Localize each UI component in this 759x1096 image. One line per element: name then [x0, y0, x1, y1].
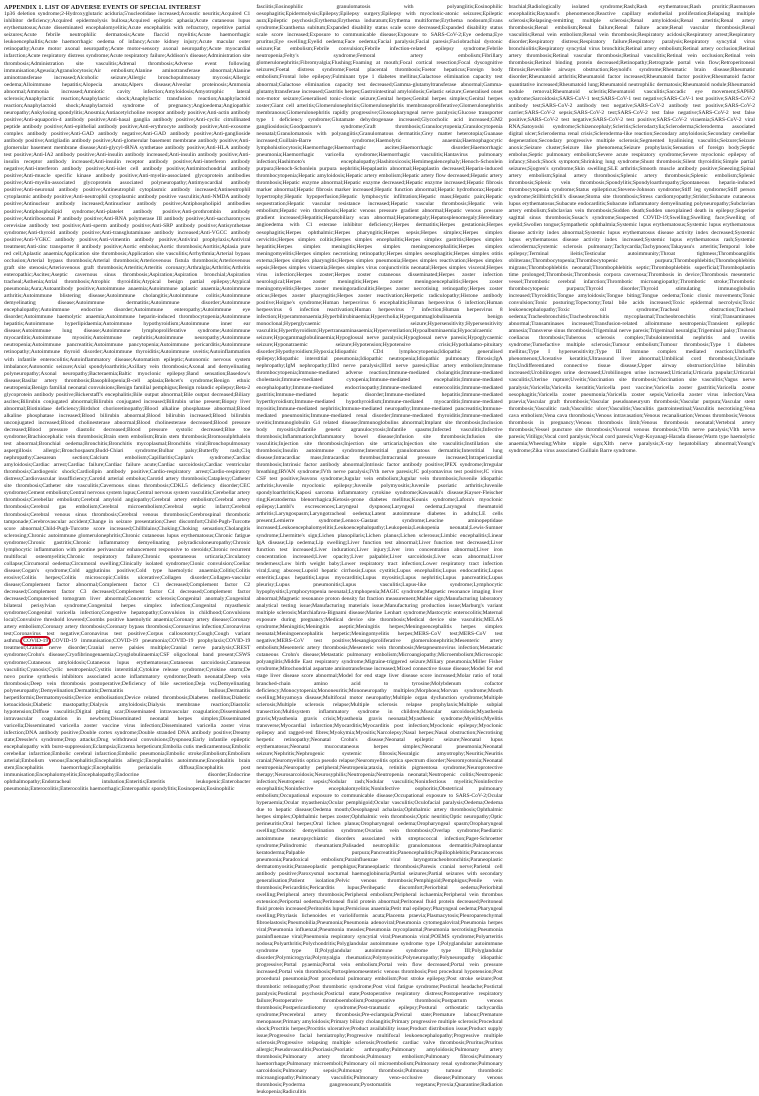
aesi-list-part-1	[4, 11, 250, 793]
appendix-title: APPENDIX 1. LIST OF ADVERSE EVENTS OF SPECIAL INTEREST	[4, 4, 201, 11]
aesi-list-text-1b: ;COVID-19 immunisation;COVID-19 pneumonia;COVID-19 prophylaxis;COVID-19 treatment;Cranial nerve disorder;Cranial nerve palsies multiple;Cranial nerve paralysis;CREST syndrome;Crohn's disease;Cryofibrinogenaemia;Cryoglobulinaemia;CSF oligoclonal band present;CSWS syndrome;Cutaneous amyloidosis;Cutaneous lupus erythematosus;Cutaneous sarcoidosis;Cutaneous vasculitis;Cyanosis;Cyclic neutropenia;Cystitis interstitial;Cytokine release syndrome;Cytokine storm;De novo purine synthesis inhibitors associated acute inflammatory syndrome;Death neonatal;Deep vein thrombosis;Deep vein thrombosis postoperative;Deficiency of bile secretion;Deja vu;Demyelinating polyneuropathy;Demyelination;Dermatitis;Dermatitis bullous;Dermatitis herpetiformis;Dermatomyositis;Device embolisation;Device related thrombosis;Diabetes mellitus;Diabetic ketoacidosis;Diabetic mastopathy;Dialysis amyloidosis;Dialysis membrane reaction;Diastolic hypotension;Diffuse vasculitis;Digital pitting scar;Disseminated intravascular coagulation;Disseminated intravascular coagulation in newborn;Disseminated neonatal herpes simplex;Disseminated varicella;Disseminated varicella zoster vaccine virus infection;Disseminated varicella zoster virus infection;DNA antibody positive;Double cortex syndrome;Double stranded DNA antibody positive;Dreamy state;Dressler's syndrome;Drop attacks;Drug withdrawal convulsions;Dyspnoea;Early infantile epileptic encephalopathy with burst-suppression;Eclampsia;Eczema herpeticum;Embolia cutis medicamentosa;Embolic cerebellar infarction;Embolic cerebral infarction;Embolic pneumonia;Embolic stroke;Embolism;Embolism arterial;Embolism venous;Encephalitis;Encephalitis allergic;Encephalitis autoimmune;Encephalitis brain stem;Encephalitis haemorrhagic;Encephalitis periaxialis diffusa;Encephalitis post immunisation;Encephalomyelitis;Encephalopathy;Endocrine disorder;Endocrine ophthalmopathy;Endotracheal intubation;Enteritis;Enteritis leukopenic;Enterobacter pneumonia;Enterocolitis;Enterocolitis haemorrhagic;Enteropathic spondylitis;Eosinopenia;Eosinophilic	[4, 638, 251, 793]
aesi-list-part-2: fasciitis;Eosinophilic granulomatosis with polyangiitis;Eosinophilic oesophagitis;Epidermolysis;Epilepsy;Epilepsy surgery;Epilepsy with myoclonic-atonic seizures;Epileptic aura;Epileptic psychosis;Erythema;Erythema induratum;Erythema multiforme;Erythema nodosum;Evans syndrome;Exanthema subitum;Expanded disability status scale score decreased;Expanded disability status scale score increased;Exposure to communicable disease;Exposure to SARS-CoV-2;Eye oedema;Eye pruritus;Eye swelling;Eyelid oedema;Face oedema;Facial paralysis;Facial paresis;Faciobrachial dystonic seizure;Fat embolism;Febrile convulsion;Febrile infection-related epilepsy syndrome;Febrile neutropenia;Felty's syndrome;Femoral artery embolism;Fibrillary glomerulonephritis;Fibromyalgia;Flushing;Foaming at mouth;Focal cortical resection;Focal dyscognitive seizures;Foetal distress syndrome;Foetal placental thrombosis;Foetor hepaticus;Foreign body embolism;Frontal lobe epilepsy;Fulminant type 1 diabetes mellitus;Galactose elimination capacity test abnormal;Galactose elimination capacity test decreased;Gamma-glutamyltransferase abnormal;Gamma-glutamyltransferase increased;Gastritis herpes;Gastrointestinal amyloidosis;Gelastic seizure;Generalised onset non-motor seizure;Generalised tonic-clonic seizure;Genital herpes;Genital herpes simplex;Genital herpes zoster;Giant cell arteritis;Glomerulonephritis;Glomerulonephritis membranoproliferative;Glomerulonephritis membranous;Glomerulonephritis rapidly progressive;Glossopharyngeal nerve paralysis;Glucose transporter type 1 deficiency syndrome;Glutamate dehydrogenase increased;Glycocholic acid increased;GM2 gangliosidosis;Goodpasture's syndrome;Graft thrombosis;Granulocytopenia;Granulocytopenia neonatal;Granulomatosis with polyangiitis;Granulomatous dermatitis;Grey matter heterotopia;Guanase increased;Guillain-Barre syndrome;Haemolytic anaemia;Haemophagocytic lymphohistiocytosis;Haemorrhage;Haemorrhagic ascites;Haemorrhagic disorder;Haemorrhagic pneumonia;Haemorrhagic varicella syndrome;Haemorrhagic vasculitis;Hantavirus pulmonary infection;Hashimoto's encephalopathy;Hashitoxicosis;Hemimegalencephaly;Henoch-Schonlein purpura;Henoch-Schonlein purpura nephritis;Hepaplastin abnormal;Hepaplastin decreased;Heparin-induced thrombocytopenia;Hepatic amyloidosis;Hepatic artery embolism;Hepatic artery flow decreased;Hepatic artery thrombosis;Hepatic enzyme abnormal;Hepatic enzyme decreased;Hepatic enzyme increased;Hepatic fibrosis marker abnormal;Hepatic fibrosis marker increased;Hepatic function abnormal;Hepatic hydrothorax;Hepatic hypertrophy;Hepatic hypoperfusion;Hepatic lymphocytic infiltration;Hepatic mass;Hepatic pain;Hepatic sequestration;Hepatic vascular resistance increased;Hepatic vascular thrombosis;Hepatic vein embolism;Hepatic vein thrombosis;Hepatic venous pressure gradient abnormal;Hepatic venous pressure gradient increased;Hepatitis;Hepatobiliary scan abnormal;Hepatomegaly;Hepatosplenomegaly;Hereditary angioedema with C1 esterase inhibitor deficiency;Herpes dermatitis;Herpes gestationis;Herpes oesophagitis;Herpes ophthalmic;Herpes pharyngitis;Herpes sepsis;Herpes simplex;Herpes simplex cervicitis;Herpes simplex colitis;Herpes simplex encephalitis;Herpes simplex gastritis;Herpes simplex hepatitis;Herpes simplex meningitis;Herpes simplex meningoencephalitis;Herpes simplex meningomyelitis;Herpes simplex necrotising retinopathy;Herpes simplex oesophagitis;Herpes simplex otitis externa;Herpes simplex pharyngitis;Herpes simplex pneumonia;Herpes simplex reactivation;Herpes simplex sepsis;Herpes simplex viraemia;Herpes simplex virus conjunctivitis neonatal;Herpes simplex visceral;Herpes virus infection;Herpes zoster;Herpes zoster cutaneous disseminated;Herpes zoster infection neurological;Herpes zoster meningitis;Herpes zoster meningoencephalitis;Herpes zoster meningomyelitis;Herpes zoster meningoradiculitis;Herpes zoster necrotising retinopathy;Herpes zoster oticus;Herpes zoster pharyngitis;Herpes zoster reactivation;Herpetic radiculopathy;Histone antibody positive;Hoigne's syndrome;Human herpesvirus 6 encephalitis;Human herpesvirus 6 infection;Human herpesvirus 6 infection reactivation;Human herpesvirus 7 infection;Human herpesvirus 8 infection;Hyperammonaemia;Hyperbilirubinaemia;Hypercholia;Hypergammaglobulinaemia benign monoclonal;Hyperglycaemic seizure;Hypersensitivity;Hypersensitivity vasculitis;Hyperthyroidism;Hypertransaminasaemia;Hyperventilation;Hypoalbuminaemia;Hypocalcaemic seizure;Hypogammaglobulinaemia;Hypoglossal nerve paralysis;Hypoglossal nerve paresis;Hypoglycaemic seizure;Hyponatraemic seizure;Hypotension;Hypotensive crisis;Hypothalamo-pituitary disorder;Hypothyroidism;Hypoxia;Idiopathic CD4 lymphocytopenia;Idiopathic generalised epilepsy;Idiopathic interstitial pneumonia;Idiopathic neutropenia;Idiopathic pulmonary fibrosis;IgA nephropathy;IgM nephropathy;IIIrd nerve paralysis;IIIrd nerve paresis;Iliac artery embolism;Immune thrombocytopenia;Immune-mediated adverse reaction;Immune-mediated cholangitis;Immune-mediated cholestasis;Immune-mediated cytopenia;Immune-mediated encephalitis;Immune-mediated encephalopathy;Immune-mediated endocrinopathy;Immune-mediated enterocolitis;Immune-mediated gastritis;Immune-mediated hepatic disorder;Immune-mediated hepatitis;Immune-mediated hyperthyroidism;Immune-mediated hypothyroidism;Immune-mediated myocarditis;Immune-mediated myositis;Immune-mediated nephritis;Immune-mediated neuropathy;Immune-mediated pancreatitis;Immune-mediated pneumonitis;Immune-mediated renal disorder;Immune-mediated thyroiditis;Immune-mediated uveitis;Immunoglobulin G4 related disease;Immunoglobulins abnormal;Implant site thrombosis;Inclusion body myositis;Infantile genetic agranulocytosis;Infantile spasms;Infected vasculitis;Infective thrombosis;Inflammation;Inflammatory bowel disease;Infusion site thrombosis;Infusion site vasculitis;Injection site thrombosis;Injection site urticaria;Injection site vasculitis;Instillation site thrombosis;Insulin autoimmune syndrome;Interstitial granulomatous dermatitis;Interstitial lung disease;Intracardiac mass;Intracardiac thrombus;Intracranial pressure increased;Intrapericardial thrombosis;Intrinsic factor antibody abnormal;Intrinsic factor antibody positive;IPEX syndrome;Irregular breathing;IRVAN syndrome;IVth nerve paralysis;IVth nerve paresis;JC polyomavirus test positive;JC virus CSF test positive;Jeavons syndrome;Jugular vein embolism;Jugular vein thrombosis;Juvenile idiopathic arthritis;Juvenile myoclonic epilepsy;Juvenile polymyositis;Juvenile psoriatic arthritis;Juvenile spondyloarthritis;Kaposi sarcoma inflammatory cytokine syndrome;Kawasaki's disease;Kayser-Fleischer ring;Keratoderma blenorrhagica;Ketosis-prone diabetes mellitus;Kounis syndrome;Lafora's myoclonic epilepsy;Lambl's excrescences;Laryngeal dyspnoea;Laryngeal oedema;Laryngeal rheumatoid arthritis;Laryngospasm;Laryngotracheal oedema;Latent autoimmune diabetes in adults;LE cells present;Lemierre syndrome;Lennox-Gastaut syndrome;Leucine aminopeptidase increased;Leukoencephalomyelitis;Leukoencephalopathy;Leukopenia;Leukopenia neonatal;Lewis-Sumner syndrome;Lhermitte's sign;Lichen planopilaris;Lichen planus;Lichen sclerosus;Limbic encephalitis;Linear IgA disease;Lip oedema;Lip swelling;Liver function test abnormal;Liver function test decreased;Liver function test increased;Liver induration;Liver injury;Liver iron concentration abnormal;Liver iron concentration increased;Liver opacity;Liver palpable;Liver sarcoidosis;Liver scan abnormal;Liver tenderness;Low birth weight baby;Lower respiratory tract infection;Lower respiratory tract infection viral;Lung abscess;Lupoid hepatic cirrhosis;Lupus cystitis;Lupus encephalitis;Lupus endocarditis;Lupus enteritis;Lupus hepatitis;Lupus myocarditis;Lupus myositis;Lupus nephritis;Lupus pancreatitis;Lupus pleurisy;Lupus pneumonitis;Lupus vasculitis;Lupus-like syndrome;Lymphocytic hypophysitis;Lymphocytopenia neonatal;Lymphopenia;MAGIC syndrome;Magnetic resonance imaging liver abnormal;Magnetic resonance proton density fat fraction measurement;Mahler sign;Manufacturing laboratory analytical testing issue;Manufacturing materials issue;Manufacturing production issue;Marburg's variant multiple sclerosis;Marchiafava-Bignami disease;Marine Lenhart syndrome;Mastocytic enterocolitis;Maternal exposure during pregnancy;Medical device site thrombosis;Medical device site vasculitis;MELAS syndrome;Meningitis;Meningitis aseptic;Meningitis herpes;Meningoencephalitis herpes simplex neonatal;Meningoencephalitis herpetic;Meningomyelitis herpes;MERS-CoV test;MERS-CoV test negative;MERS-CoV test positive;Mesangioproliferative glomerulonephritis;Mesenteric artery embolism;Mesenteric artery thrombosis;Mesenteric vein thrombosis;Metapneumovirus infection;Metastatic cutaneous Crohn's disease;Metastatic pulmonary embolism;Microangiopathy;Microembolism;Microscopic polyangiitis;Middle East respiratory syndrome;Migraine-triggered seizure;Miliary pneumonia;Miller Fisher syndrome;Mitochondrial aspartate aminotransferase increased;Mixed connective tissue disease;Model for end stage liver disease score abnormal;Model for end stage liver disease score increased;Molar ratio of total branched-chain amino acid to tyrosine;Molybdenum cofactor deficiency;Monocytopenia;Mononeuritis;Mononeuropathy multiplex;Morphoea;Morvan syndrome;Mouth swelling;Moyamoya disease;Multifocal motor neuropathy;Multiple organ dysfunction syndrome;Multiple sclerosis;Multiple sclerosis relapse;Multiple sclerosis relapse prophylaxis;Multiple subpial transection;Multisystem inflammatory syndrome in children;Muscular sarcoidosis;Myasthenia gravis;Myasthenia gravis crisis;Myasthenia gravis neonatal;Myasthenic syndrome;Myelitis;Myelitis transverse;Myocardial infarction;Myocarditis;Myocarditis post infection;Myoclonic epilepsy;Myoclonic epilepsy and ragged-red fibres;Myokymia;Myositis;Narcolepsy;Nasal herpes;Nasal obstruction;Necrotising herpetic retinopathy;Neonatal Crohn's disease;Neonatal epileptic seizure;Neonatal lupus erythematosus;Neonatal mucocutaneous herpes simplex;Neonatal pneumonia;Neonatal seizure;Nephritis;Nephrogenic systemic fibrosis;Neuralgic amyotrophy;Neuritis;Neuritis cranial;Neuromyelitis optica pseudo relapse;Neuromyelitis optica spectrum disorder;Neuromyotonia;Neonatal neutropenia;Neuropathy peripheral;Neutropenia;ataxia, retinitis pigmentosa syndrome;Neuroprotective therapy;Neurosarcoidosis;Neurosyphilis;Neutropenia;Neutropenia neonatal;Neutropenic colitis;Neutropenic infection;Neutropenic sepsis;Nodular rash;Nodular vasculitis;Noninfectious myelitis;Noninfective encephalitis;Noninfective encephalomyelitis;Noninfective oophoritis;Obstetrical pulmonary embolism;Occupational exposure to communicable disease;Occupational exposure to SARS-CoV-2;Ocular hyperaemia;Ocular myasthenia;Ocular pemphigoid;Ocular vasculitis;Oculofacial paralysis;Oedema;Oedema due to hepatic disease;Oedema mouth;Oesophageal achalasia;Ophthalmic artery thrombosis;Ophthalmic herpes simplex;Ophthalmic herpes zoster;Ophthalmic vein thrombosis;Optic neuritis;Optic neuropathy;Optic perineuritis;Oral herpes;Oral lichen planus;Oropharyngeal oedema;Oropharyngeal spasm;Oropharyngeal swelling;Osmotic demyelination syndrome;Ovarian vein thrombosis;Overlap syndrome;Paediatric autoimmune neuropsychiatric disorders associated with streptococcal infection;Paget-Schroetter syndrome;Palindromic rheumatism;Palisaded neutrophilic granulomatous dermatitis;Palmoplantar keratoderma;Palpable purpura;Pancreatitis;Panencephalitis;Papillophlebitis;Paracancerous pneumonia;Paradoxical embolism;Parainfluenzae viral laryngotracheobronchitis;Paraneoplastic dermatomyositis;Paraneoplastic pemphigus;Paraneoplastic thrombosis;Paresis cranial nerve;Parietal cell antibody positive;Paroxysmal nocturnal haemoglobinuria;Partial seizures;Partial seizures with secondary generalisation;Patient isolation;Pelvic venous thrombosis;Pemphigoid;Pemphigus;Penile vein thrombosis;Pericarditis;Pericarditis lupus;Perihepatic discomfort;Periorbital oedema;Periorbital swelling;Peripheral artery thrombosis;Peripheral embolism;Peripheral ischaemia;Peripheral vein thrombus extension;Periportal oedema;Peritoneal fluid protein abnormal;Peritoneal fluid protein decreased;Peritoneal fluid protein increased;Peritonitis lupus;Pernicious anaemia;Petit mal epilepsy;Pharyngeal oedema;Pharyngeal swelling;Pityriasis lichenoides et varioliformis acuta;Placenta praevia;Plasmacytosis;Pleuroparenchymal fibroelastosis;Pneumobilia;Pneumonia;Pneumonia adenoviral;Pneumonia cytomegaloviral;Pneumonia herpes viral;Pneumonia influenzal;Pneumonia measles;Pneumonia mycoplasmal;Pneumonia necrotising;Pneumonia parainfluenzae viral;Pneumonia respiratory syncytial viral;Pneumonia viral;POEMS syndrome;Polyarteritis nodosa;Polyarthritis;Polychondritis;Polyglandular autoimmune syndrome type I;Polyglandular autoimmune syndrome type II;Polyglandular autoimmune syndrome type III;Polyglandular disorder;Polymicrogyria;Polymyalgia rheumatica;Polymyositis;Polyneuropathy;Polyneuropathy idiopathic progressive;Portal pyaemia;Portal vein embolism;Portal vein flow decreased;Portal vein pressure increased;Portal vein thrombosis;Portosplenomesenteric venous thrombosis;Post procedural hypotension;Post procedural pneumonia;Post procedural pulmonary embolism;Post stroke epilepsy;Post stroke seizure;Post thrombotic retinopathy;Post thrombotic syndrome;Post viral fatigue syndrome;Postictal headache;Postictal paralysis;Postictal psychosis;Postictal state;Postoperative respiratory distress;Postoperative respiratory failure;Postoperative thromboembolism;Postoperative thrombosis;Postpartum venous thrombosis;Postpericardiotomy syndrome;Post-traumatic epilepsy;Postural orthostatic tachycardia syndrome;Precerebral artery thrombosis;Pre-eclampsia;Preictal state;Premature labour;Premature menopause;Primary amyloidosis;Primary biliary cholangitis;Primary progressive multiple sclerosis;Procedural shock;Proctitis herpes;Proctitis ulcerative;Product availability issue;Product distribution issue;Product supply issue;Progressive facial hemiatrophy;Progressive multifocal leukoencephalopathy;Progressive multiple sclerosis;Progressive relapsing multiple sclerosis;Prosthetic cardiac valve thrombosis;Pruritus;Pruritus allergic;Pseudovasculitis;Psoriasis;Psoriatic arthropathy;Pulmonary amyloidosis;Pulmonary artery thrombosis;Pulmonary artery thrombosis;Pulmonary embolism;Pulmonary fibrosis;Pulmonary haemorrhage;Pulmonary microemboli;Pulmonary oil microembolism;Pulmonary renal syndrome;Pulmonary sarcoidosis;Pulmonary sepsis;Pulmonary thrombosis;Pulmonary tumour thrombotic microangiopathy;Pulmonary vasculitis;Pulmonary veno-occlusive disease;Pulmonary venous thrombosis;Pyoderma gangrenosum;Pyostomatitis vegetans;Pyrexia;Quarantine;Radiation leukopenia;Radiculitis	[256, 4, 503, 1096]
aesi-list-part-3: brachial;Radiologically isolated syndrome;Rash;Rash erythematous;Rash pruritic;Rasmussen encephalitis;Raynaud's phenomenon;Reactive capillary endothelial proliferation;Relapsing multiple sclerosis;Relapsing-remitting multiple sclerosis;Renal amyloidosis;Renal arteritis;Renal artery thrombosis;Renal embolism;Renal failure;Renal failure acute;Renal vascular thrombosis;Renal vasculitis;Renal vein embolism;Renal vein thrombosis;Respiratory acidosis;Respiratory arrest;Respiratory disorder;Respiratory distress;Respiratory failure;Respiratory paralysis;Respiratory syncytial virus bronchiolitis;Respiratory syncytial virus bronchitis;Retinal artery embolism;Retinal artery occlusion;Retinal artery thrombosis;Retinal vascular thrombosis;Retinal vasculitis;Retinal vein occlusion;Retinal vein thrombosis;Retinol binding protein decreased;Retinopathy;Retrograde portal vein flow;Retroperitoneal fibrosis;Reversible airways obstruction;Reynold's syndrome;Rheumatic brain disease;Rheumatic disorder;Rheumatoid arthritis;Rheumatoid factor increased;Rheumatoid factor positive;Rheumatoid factor quantitative increased;Rheumatoid lung;Rheumatoid neutrophilic dermatosis;Rheumatoid nodule;Rheumatoid nodule removal;Rheumatoid scleritis;Rheumatoid vasculitis;Saccadic eye movement;SAPHO syndrome;Sarcoidosis;SARS-CoV-1 test;SARS-CoV-1 test negative;SARS-CoV-1 test positive;SARS-CoV-2 antibody test;SARS-CoV-2 antibody test negative;SARS-CoV-2 antibody test positive;SARS-CoV-2 carrier;SARS-CoV-2 sepsis;SARS-CoV-2 test;SARS-CoV-2 test false negative;SARS-CoV-2 test false positive;SARS-CoV-2 test negative;SARS-CoV-2 test positive;SARS-CoV-2 viraemia;SARS-CoV-2 viral RNA;Satoyoshi syndrome;Schizencephaly;Scleritis;Sclerodactylia;Scleroderma;Scleroderma associated digital ulcer;Scleroderma renal crisis;Scleroderma-like reaction;Secondary amyloidosis;Secondary cerebellar degeneration;Secondary progressive multiple sclerosis;Segmented hyalinising vasculitis;Seizure;Seizure anoxic;Seizure cluster;Seizure like phenomena;Seizure prophylaxis;Sensation of foreign body;Septic embolus;Septic pulmonary embolism;Severe acute respiratory syndrome;Severe myoclonic epilepsy of infancy;Shock;Shock symptom;Shrinking lung syndrome;Shunt thrombosis;Silent thyroiditis;Simple partial seizures;Sjogren's syndrome;Skin swelling;SLE arthritis;Smooth muscle antibody positive;Sneezing;Spinal artery embolism;Spinal artery thrombosis;Splenic artery thrombosis;Splenic embolism;Splenic thrombosis;Splenic vein thrombosis;Spondylitis;Spondyloarthropathy;Spontaneous heparin-induced thrombocytopenia syndrome;Status epilepticus;Stevens-Johnson syndrome;Stiff leg syndrome;Stiff person syndrome;Stillbirth;Still's disease;Stoma site thrombosis;Stress cardiomyopathy;Stridor;Subacute cutaneous lupus erythematosus;Subacute endocarditis;Subacute inflammatory demyelinating polyneuropathy;Subclavian artery embolism;Subclavian vein thrombosis;Sudden death;Sudden unexplained death in epilepsy;Superior sagittal sinus thrombosis;Susac's syndrome;Suspected COVID-19;Swelling;Swelling face;Swelling of eyelid;Swollen tongue;Sympathetic ophthalmia;Systemic lupus erythematosus;Systemic lupus erythematosus disease activity index abnormal;Systemic lupus erythematosus disease activity index decreased;Systemic lupus erythematosus disease activity index increased;Systemic lupus erythematosus rash;Systemic scleroderma;Systemic sclerosis pulmonary;Tachycardia;Tachypnoea;Takayasu's arteritis;Temporal lobe epilepsy;Terminal ileitis;Testicular autoimmunity;Throat tightness;Thromboangiitis obliterans;Thrombocytopenia;Thrombocytopenic purpura;Thrombophlebitis;Thrombophlebitis migrans;Thrombophlebitis neonatal;Thrombophlebitis septic;Thrombophlebitis superficial;Thromboplastin time prolonged;Thrombosis;Thrombosis corpora cavernosa;Thrombosis in device;Thrombosis mesenteric vessel;Thrombotic cerebral infarction;Thrombotic microangiopathy;Thrombotic stroke;Thrombotic thrombocytopenic purpura;Thyroid disorder;Thyroid stimulating immunoglobulin increased;Thyroiditis;Tongue amyloidosis;Tongue biting;Tongue oedema;Tonic clonic movements;Tonic convulsion;Tonic posturing;Topectomy;Total bile acids increased;Toxic epidermal necrolysis;Toxic leukoencephalopathy;Toxic oil syndrome;Tracheal obstruction;Tracheal oedema;Tracheobronchitis;Tracheobronchitis mycoplasmal;Tracheobronchitis viral;Transaminases abnormal;Transaminases increased;Transfusion-related alloimmune neutropenia;Transient epileptic amnesia;Transverse sinus thrombosis;Trigeminal nerve paresis;Trigeminal neuralgia;Trigeminal palsy;Truncus coeliacus thrombosis;Tuberous sclerosis complex;Tubulointerstitial nephritis and uveitis syndrome;Tumefactive multiple sclerosis;Tumour embolism;Tumour thrombosis;Type 1 diabetes mellitus;Type I hypersensitivity;Type III immune complex mediated reaction;Uhthoff's phenomenon;Ulcerative keratitis;Ultrasound liver abnormal;Umbilical cord thrombosis;Uncinate fits;Undifferentiated connective tissue disease;Upper airway obstruction;Urine bilirubin increased;Urobilinogen urine decreased;Urobilinogen urine increased;Urticaria;Urticaria papular;Urticarial vasculitis;Uterine rupture;Uveitis;Vaccination site thrombosis;Vaccination site vasculitis;Vagus nerve paralysis;Varicella;Varicella keratitis;Varicella post vaccine;Varicella zoster gastritis;Varicella zoster oesophagitis;Varicella zoster pneumonia;Varicella zoster sepsis;Varicella zoster virus infection;Vasa praevia;Vascular graft thrombosis;Vascular pseudoaneurysm thrombosis;Vascular purpura;Vascular stent thrombosis;Vasculitic rash;Vasculitic ulcer;Vasculitis;Vasculitis gastrointestinal;Vasculitis necrotising;Vena cava embolism;Vena cava thrombosis;Venous intravasation;Venous recanalisation;Venous thrombosis;Venous thrombosis in pregnancy;Venous thrombosis limb;Venous thrombosis neonatal;Vertebral artery thrombosis;Vessel puncture site thrombosis;Visceral venous thrombosis;VIth nerve paralysis;VIth nerve paresis;Vitiligo;Vocal cord paralysis;Vocal cord paresis;Vogt-Koyanagi-Harada disease;Warm type haemolytic anaemia;Wheezing;White nipple sign;XIth nerve paralysis;X-ray hepatobiliary abnormal;Young's syndrome;Zika virus associated Guillain Barre syndrome.	[508, 4, 755, 454]
highlighted-term-covid-19: COVID-19	[20, 636, 51, 646]
aesi-list-text-1: 1p36 deletion syndrome;2-Hydroxyglutaric aciduria;5'nucleotidase increased;Acoustic neuritis;Acquired C1 inhibitor deficiency;Acquired epidermolysis bullosa;Acquired epileptic aphasia;Acute cutaneous lupus erythematosus;Acute disseminated encephalomyelitis;Acute encephalitis with refractory, repetitive partial seizures;Acute febrile neutrophilic dermatosis;Acute flaccid myelitis;Acute haemorrhagic leukoencephalitis;Acute haemorrhagic oedema of infancy;Acute kidney injury;Acute macular outer retinopathy;Acute motor axonal neuropathy;Acute motor-sensory axonal neuropathy;Acute myocardial infarction;Acute respiratory distress syndrome;Acute respiratory failure;Addison's disease;Administration site thrombosis;Administration site vasculitis;Adrenal thrombosis;Adverse event following immunisation;Ageusia;Agranulocytosis;Air embolism;Alanine aminotransferase abnormal;Alanine aminotransferase increased;Alcoholic seizure;Allergic bronchopulmonary mycosis;Allergic oedema;Alloimmune hepatitis;Alopecia areata;Alpers disease;Alveolar proteinosis;Ammonia abnormal;Ammonia increased;Amniotic cavity infection;Amyloidosis;Amyotrophic lateral sclerosis;Anaphylactic reaction;Anaphylactic shock;Anaphylactic transfusion reaction;Anaphylactoid reaction;Anaphylactoid shock;Anaphylactoid syndrome of pregnancy;Angioedema;Angiopathic neuropathy;Ankylosing spondylitis;Anosmia;Antiacetylcholine receptor antibody positive;Anti-actin antibody positive;Anti-aquaporin-4 antibody positive;Anti-basal ganglia antibody positive;Anti-cyclic citrullinated peptide antibody positive;Anti-epithelial antibody positive;Anti-erythrocyte antibody positive;Anti-exosome complex antibody positive;Anti-GAD antibody negative;Anti-GAD antibody positive;Anti-ganglioside antibody positive;Antigliadin antibody positive;Anti-glomerular basement membrane antibody positive;Anti-glomerular basement membrane disease;Anti-glycyl-tRNA synthetase antibody positive;Anti-HLA antibody test positive;Anti-IA2 antibody positive;Anti-insulin antibody increased;Anti-insulin antibody positive;Anti-insulin receptor antibody increased;Anti-insulin receptor antibody positive;Anti-interferon antibody negative;Anti-interferon antibody positive;Anti-islet cell antibody positive;Antimitochondrial antibody positive;Anti-muscle specific kinase antibody positive;Anti-myelin-associated glycoprotein antibodies positive;Anti-myelin-associated glycoprotein associated polyneuropathy;Antimyocardial antibody positive;Anti-neuronal antibody positive;Antineutrophil cytoplasmic antibody increased;Antineutrophil cytoplasmic antibody positive;Anti-neutrophil cytoplasmic antibody positive vasculitis;Anti-NMDA antibody positive;Antinuclear antibody increased;Antinuclear antibody positive;Antiphospholipid antibodies positive;Antiphospholipid syndrome;Anti-platelet antibody positive;Anti-prothrombin antibody positive;Antiribosomal P antibody positive;Anti-RNA polymerase III antibody positive;Anti-saccharomyces cerevisiae antibody test positive;Anti-sperm antibody positive;Anti-SRP antibody positive;Antisynthetase syndrome;Anti-thyroid antibody positive;Anti-transglutaminase antibody increased;Anti-VGCC antibody positive;Anti-VGKC antibody positive;Anti-vimentin antibody positive;Antiviral prophylaxis;Antiviral treatment;Anti-zinc transporter 8 antibody positive;Aortic embolus;Aortic thrombosis;Aortitis;Aplasia pure red cell;Aplastic anaemia;Application site thrombosis;Application site vasculitis;Arrhythmia;Arterial bypass occlusion;Arterial bypass thrombosis;Arterial thrombosis;Arteriovenous fistula thrombosis;Arteriovenous graft site stenosis;Arteriovenous graft thrombosis;Arteritis;Arteritis coronary;Arthralgia;Arthritis;Arthritis enteropathic;Ascites;Aseptic cavernous sinus thrombosis;Aspiration;Aspiration bronchial;Aspiration tracheal;Asthenia;Atrial thrombosis;Atrophic thyroiditis;Atypical benign partial epilepsy;Atypical pneumonia;Aura;Autoantibody positive;Autoimmune anaemia;Autoimmune aplastic anaemia;Autoimmune arthritis;Autoimmune blistering disease;Autoimmune cholangitis;Autoimmune colitis;Autoimmune demyelinating disease;Autoimmune dermatitis;Autoimmune disorder;Autoimmune encephalopathy;Autoimmune endocrine disorder;Autoimmune enteropathy;Autoimmune eye disorder;Autoimmune haemolytic anaemia;Autoimmune heparin-induced thrombocytopenia;Autoimmune hepatitis;Autoimmune hyperlipidaemia;Autoimmune hypothyroidism;Autoimmune inner ear disease;Autoimmune lung disease;Autoimmune lymphoproliferative syndrome;Autoimmune myocarditis;Autoimmune myositis;Autoimmune nephritis;Autoimmune neuropathy;Autoimmune neutropenia;Autoimmune pancreatitis;Autoimmune pancytopenia;Autoimmune pericarditis;Autoimmune retinopathy;Autoimmune thyroid disorder;Autoimmune thyroiditis;Autoimmune uveitis;Autoinflammation with infantile enterocolitis;Autoinflammatory disease;Automatism epileptic;Autonomic nervous system imbalance;Autonomic seizure;Axial spondyloarthritis;Axillary vein thrombosis;Axonal and demyelinating polyneuropathy;Axonal neuropathy;Bacteraemia;Baltic myoclonic epilepsy;Band sensation;Basedow's disease;Basilar artery thrombosis;Basophilopenia;B-cell aplasia;Behcet's syndrome;Benign ethnic neutropenia;Benign familial neonatal convulsions;Benign familial pemphigus;Benign rolandic epilepsy;Beta-2 glycoprotein antibody positive;Bickerstaff's encephalitis;Bile output abnormal;Bile output decreased;Biliary ascites;Bilirubin conjugated abnormal;Bilirubin conjugated increased;Bilirubin urine present;Biopsy liver abnormal;Biotinidase deficiency;Birdshot chorioretinopathy;Blood alkaline phosphatase abnormal;Blood alkaline phosphatase increased;Blood bilirubin abnormal;Blood bilirubin increased;Blood bilirubin unconjugated increased;Blood cholinesterase abnormal;Blood cholinesterase decreased;Blood pressure decreased;Blood pressure diastolic decreased;Blood pressure systolic decreased;Blue toe syndrome;Brachiocephalic vein thrombosis;Brain stem embolism;Brain stem thrombosis;Bromosulphthalein test abnormal;Bronchial oedema;Bronchitis;Bronchitis mycoplasmal;Bronchitis viral;Bronchopulmonary aspergillosis allergic;Bronchospasm;Budd-Chiari syndrome;Bulbar palsy;Butterfly rash;C1q nephropathy;Caesarean section;Calcium embolism;Capillaritis;Caplan's syndrome;Cardiac amyloidosis;Cardiac arrest;Cardiac failure;Cardiac failure acute;Cardiac sarcoidosis;Cardiac ventricular thrombosis;Cardiogenic shock;Cardiolipin antibody positive;Cardio-respiratory arrest;Cardio-respiratory distress;Cardiovascular insufficiency;Carotid arterial embolus;Carotid artery thrombosis;Cataplexy;Catheter site thrombosis;Catheter site vasculitis;Cavernous sinus thrombosis;CDKL5 deficiency disorder;CEC syndrome;Cement embolism;Central nervous system lupus;Central nervous system vasculitis;Cerebellar artery thrombosis;Cerebellar embolism;Cerebral amyloid angiopathy;Cerebral artery embolism;Cerebral artery thrombosis;Cerebral gas embolism;Cerebral microembolism;Cerebral septic infarct;Cerebral thrombosis;Cerebral venous sinus thrombosis;Cerebral venous thrombosis;Cerebrospinal thrombotic tamponade;Cerebrovascular accident;Change in seizure presentation;Chest discomfort;Child-Pugh-Turcotte score abnormal;Child-Pugh-Turcotte score increased;Chillblains;Choking;Choking sensation;Cholangitis sclerosing;Chronic autoimmune glomerulonephritis;Chronic cutaneous lupus erythematosus;Chronic fatigue syndrome;Chronic gastritis;Chronic inflammatory demyelinating polyradiculoneuropathy;Chronic lymphocytic inflammation with pontine perivascular enhancement responsive to steroids;Chronic recurrent multifocal osteomyelitis;Chronic respiratory failure;Chronic spontaneous urticaria;Circulatory collapse;Circumoral oedema;Circumoral swelling;Clinically isolated syndrome;Clonic convulsion;Coeliac disease;Cogan's syndrome;Cold agglutinins positive;Cold type haemolytic anaemia;Colitis;Colitis erosive;Colitis herpes;Colitis microscopic;Colitis ulcerative;Collagen disorder;Collagen-vascular disease;Complement factor abnormal;Complement factor C1 decreased;Complement factor C2 decreased;Complement factor C3 decreased;Complement factor C4 decreased;Complement factor decreased;Computerised tomogram liver abnormal;Concentric sclerosis;Congenital anomaly;Congenital bilateral perisylvian syndrome;Congenital herpes simplex infection;Congenital myasthenic syndrome;Congenital varicella infection;Congestive hepatopathy;Convulsion in childhood;Convulsions local;Convulsive threshold lowered;Coombs positive haemolytic anaemia;Coronary artery disease;Coronary artery embolism;Coronary artery thrombosis;Coronary bypass thrombosis;Coronavirus infection;Coronavirus test;Coronavirus test negative;Coronavirus test positive;Corpus callosotomy;Cough;Cough variant asthma;	[4, 11, 251, 645]
appendix-columns	[4, 4, 755, 1096]
text-column-2	[256, 4, 503, 1096]
text-column-3	[509, 4, 755, 1075]
text-column-1	[4, 4, 250, 1075]
